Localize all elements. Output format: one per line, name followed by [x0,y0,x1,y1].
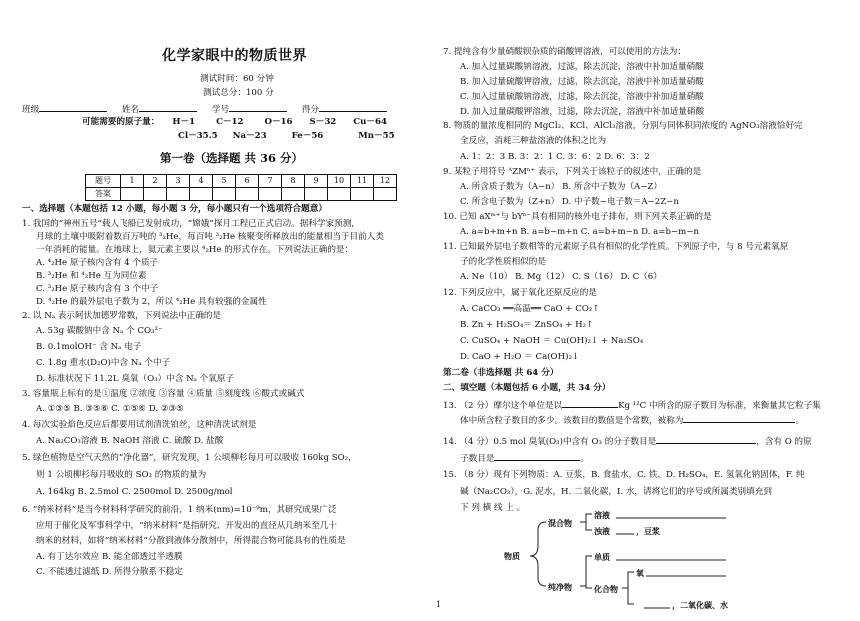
q14-text: ，含有 O 的原 [756,437,812,447]
q15-line1: 15. （8 分）现有下列物质：A. 豆浆，B. 食盐水，C. 铁，D. H₂SO₄，E. 氢氧化钠固体，F. 纯 [443,470,805,480]
tree-colloid: 浊液 [594,526,610,536]
name-field[interactable] [139,102,197,112]
name-label: 姓名 [121,105,140,115]
q6-stem: 纳米的材料，如将“纳米材料”分散到液体分散剂中，所得混合物可能具有的性质是 [36,536,346,546]
mass-o: O－16 [264,117,293,127]
answer-cell[interactable] [190,188,213,201]
question-number-cell: 10 [328,175,351,188]
tree-mixture: 混合物 [548,518,572,528]
q6-stem: 应用于催化及军事科学中，“纳米材料”是指研究、开发出的直径从几纳米至几十 [36,521,337,531]
q2-option: B. 0.1molOH⁻ 含 Nₐ 电子 [36,342,142,352]
q12-option: C. CuSO₄ + NaOH ＝ Cu(OH)₂↓ + Na₂SO₄ [460,336,644,346]
q1-option: C. ³₂He 原子核内含有 3 个中子 [36,284,159,294]
mass-cl: Cl－35.5 [178,131,218,141]
tree-root: 物质 [504,551,520,561]
atomic-masses-row1 [82,117,387,128]
q13-text: Kg ¹²C 中所含的原子数目为标准，来衡量其它粒子集 [618,401,821,411]
question-number-cell: 3 [167,175,190,188]
q14-text: 子数目是 [460,454,495,464]
student-info-row [22,102,387,116]
question-number-cell: 4 [190,175,213,188]
q1-option: A. ⁴₂He 原子核内含有 4 个质子 [36,258,159,268]
mass-mn: Mn－55 [358,131,395,141]
answer-cell[interactable] [167,188,190,201]
q4-options: A. Na₂CO₃溶液 B. NaOH 溶液 C. 硫酸 D. 盐酸 [36,436,224,446]
q2-option: A. 53g 碳酸钠中含 Nₐ 个 CO₃²⁻ [36,326,163,336]
atomic-masses-label: 可能需要的原子量： [82,117,160,127]
question-number-cell: 9 [305,175,328,188]
tree-solution: 溶液 [594,510,610,520]
q14-line2: 子数目是 。 [460,451,589,465]
q1-option: D. ⁴₂He 的最外层电子数为 2，所以 ⁴₂He 具有较强的金属性 [36,297,267,307]
answer-cell[interactable] [213,188,236,201]
question-number-cell: 8 [282,175,305,188]
mass-h: H－1 [172,117,196,127]
q4-stem: 4. 每次实验焰色反应后都要用试剂清洗铂丝，这种清洗试剂是 [22,420,257,430]
tree-element: 单质 [594,552,610,562]
class-label: 班级 [22,105,40,115]
q11-options: A. Ne（10） B. Mg（12） C. S（16） D. C（6） [460,272,662,282]
q1-option: B. ³₂He 和 ⁴₂He 互为同位素 [36,271,147,281]
answer-cell[interactable] [374,188,397,201]
q7-option: B. 加入过量硫酸钾溶液，过滤，除去沉淀，溶液中补加适量硝酸 [460,77,704,87]
exam-score: 测试总分：100 分 [203,88,274,98]
question-number-cell: 6 [236,175,259,188]
q1-stem: 月球的土壤中吸附着数百万吨的 ³₂He，每百吨 ³₂He 核聚变所释放出的能量相当于目前人类 [36,232,384,242]
section1-heading: 一、选择题（本题包括 12 小题，每小题 3 分，每小题只有一个选项符合题意） [22,204,327,214]
part2-heading: 第二卷（非选择题 共 64 分） [443,368,559,378]
question-number-cell: 11 [351,175,374,188]
q7-stem: 7. 提纯含有少量硝酸钡杂质的硝酸钾溶液，可以使用的方法为： [443,47,686,57]
q14-blank-2[interactable] [494,451,580,461]
q14-text: 14. （4 分）0.5 mol 臭氧(O₃)中含有 O₃ 的分子数目是 [443,437,657,447]
q8-options: A. 1：2：3 B. 3：2：1 C. 3：6：2 D. 6：3：2 [460,152,650,162]
tree-compound: 化合物 [594,584,618,594]
answer-cell[interactable] [351,188,374,201]
mass-fe: Fe－56 [291,131,324,141]
mass-na: Na－23 [232,131,267,141]
q13-blank-2[interactable] [683,413,795,423]
answer-table [85,174,397,201]
page-number: 1 [436,600,442,609]
score-label: 得分 [301,105,320,115]
q6-options: A. 有丁达尔效应 B. 能全部透过半透膜 [36,552,183,562]
answer-row-label: 答案 [86,188,121,201]
number-field[interactable] [229,102,287,112]
q7-option: A. 加入过量碳酸钠溶液，过滤，除去沉淀，溶液中补加适量硝酸 [460,62,704,72]
answer-cell[interactable] [328,188,351,201]
exam-time: 测试时间：60 分钟 [200,74,274,84]
answer-table-label: 题号 [86,175,121,188]
q12-stem: 12. 下列反应中，属于氧化还原反应的是 [443,288,597,298]
classification-tree [496,510,736,610]
q13-line1 [443,398,821,412]
tree-oxide: 氧 [636,568,644,578]
q1-stem: 一年消耗的能量。在地球上，氦元素主要以 ⁴₂He 的形式存在。下列说法正确的是： [36,245,354,255]
mass-c: C－12 [216,117,244,127]
question-number-cell: 1 [121,175,144,188]
q7-option: D. 加入过量碳酸钾溶液，过滤，除去沉淀，溶液中补加适量硝酸 [460,107,705,117]
question-number-cell: 12 [374,175,397,188]
atomic-masses-row2 [178,131,395,142]
q12-option: B. Zn + H₂SO₄＝ ZnSO₄ + H₂↑ [460,320,594,330]
q12-option: A. CaCO₃ ══高温══ CaO + CO₂↑ [460,304,600,314]
question-number-cell: 5 [213,175,236,188]
q10-stem: 10. 已知 aXᵐ⁺与 bYⁿ⁻具有相同的核外电子排布，则下列关系正确的是 [443,212,712,222]
q5-options: A. 164kg B. 2.5mol C. 2500mol D. 2500g/mol [36,487,233,497]
tree-bottom: ，二氧化碳、水 [672,600,728,610]
q13-line2: 体中所含粒子数目的多少。该数目的数值是个常数，被称为 。 [460,413,804,427]
q6-stem: 6. “纳米材料”是当今材料科学研究的前沿，1 纳米(nm)=10⁻⁹m，其研究成果广泛 [22,505,337,515]
q11-stem: 子的化学性质相似的是 [460,257,546,267]
question-number-cell: 2 [144,175,167,188]
tree-soy: ，豆浆 [636,526,660,536]
section2-heading: 二、填空题（本题包括 6 小题，共 34 分） [443,383,611,393]
number-label: 学号 [211,105,230,115]
mass-s: S－32 [309,117,337,127]
q8-stem: 全反应，消耗三种盐溶液的体积之比为 [460,136,607,146]
q5-stem: 5. 绿色植物是空气天然的“净化器”，研究发现，1 公顷柳杉每月可以吸收 160kg SO₂， [22,453,357,463]
q8-stem: 8. 物质的量浓度相同的 MgCl₂、KCl、AlCl₃溶液，分别与同体积同浓度的 AgNO₃溶液恰好完 [443,121,803,131]
question-number-cell: 7 [259,175,282,188]
q15-line2: 碱（Na₂CO₃），G. 泥水，H. 二氧化碳，I. 水，请将它们的序号或所属类别填充到 [460,487,772,497]
q2-option: C. 1.8g 重水(D₂O)中含 Nₐ 个中子 [36,358,171,368]
q5-stem: 则 1 公顷柳杉每月吸收的 SO₂ 的物质的量为 [36,470,207,480]
part1-heading: 第一卷（选择题 共 36 分） [160,151,304,165]
q12-option: D. CaO + H₂O ＝ Ca(OH)₂↓ [460,352,580,362]
q13-blank-1[interactable] [562,398,618,408]
q6-options: C. 不能透过滤纸 D. 所得分散系不稳定 [36,567,183,577]
q14-line1 [443,434,812,448]
q13-text: 体中所含粒子数目的多少。该数目的数值是个常数，被称为 [460,416,684,426]
q9-options: C. 所含电子数为（Z+n） D. 中子数−电子数＝A−2Z−n [460,197,679,207]
q3-options: A. ①③⑤ B. ③⑤⑥ C. ①⑤⑥ D. ②③⑤ [36,404,184,414]
q1-stem: 1. 我国的“神州五号”载人飞船已发射成功，“嫦娥”探月工程已正式启动。据科学家预测， [22,219,360,229]
q2-stem: 2. 以 Nₐ 表示阿伏加德罗常数，下列说法中正确的是 [22,311,222,321]
answer-cell[interactable] [305,188,328,201]
answer-cell[interactable] [282,188,305,201]
q2-option: D. 标准状况下 11.2L 臭氧（O₃）中含 Nₐ 个氧原子 [36,374,235,384]
answer-cell[interactable] [236,188,259,201]
q15-line3: 下 列 横 线 上 。 [460,503,526,513]
answer-table-answer-row [86,188,397,201]
q11-stem: 11. 已知最外层电子数相等的元素原子具有相似的化学性质。下列原子中，与 8 号元素氧原 [443,242,789,252]
page-title: 化学家眼中的物质世界 [162,48,307,64]
q7-option: C. 加入过量硫酸钠溶液，过滤，除去沉淀，溶液中补加适量硝酸 [460,92,704,102]
q10-options: A. a=b+m+n B. a=b−m+n C. a=b+m−n D. a=b−m−n [460,227,700,237]
answer-cell[interactable] [259,188,282,201]
q9-stem: 9. 某粒子用符号 ᴬZMⁿ⁺ 表示，下列关于该粒子的叙述中，正确的是 [443,167,702,177]
q14-blank-1[interactable] [656,434,756,444]
score-field[interactable] [319,102,387,112]
q13-text: 13. （2 分）摩尔这个单位是以 [443,401,563,411]
answer-table-header-row [86,175,397,188]
q9-options: A. 所含质子数为（A−n） B. 所含中子数为（A−Z） [460,182,663,192]
answer-cell[interactable] [144,188,167,201]
q3-stem: 3. 容量瓶上标有的是①温度 ②浓度 ③容量 ④质量 ⑤刻度线 ⑥酸式或碱式 [22,389,305,399]
tree-pure: 纯净物 [548,582,572,592]
class-field[interactable] [39,102,107,112]
mass-cu: Cu－64 [353,117,387,127]
answer-cell[interactable] [121,188,144,201]
